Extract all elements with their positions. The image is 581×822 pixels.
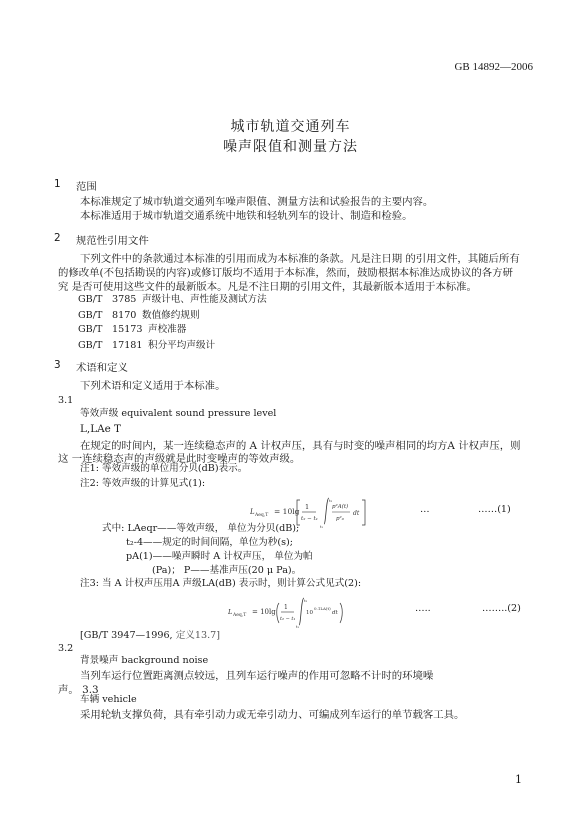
svg-text:10: 10	[306, 610, 313, 616]
term-3-1-symbol: L,LAe T	[80, 423, 121, 435]
svg-text:dt: dt	[353, 510, 360, 517]
section-2-title: 规范性引用文件	[76, 235, 149, 247]
page-number: 1	[515, 773, 522, 786]
svg-text:1: 1	[284, 604, 288, 611]
source-ref-clause: 定义13.7]	[175, 630, 220, 641]
term-3-2-def-line-2: 声。 3.3	[58, 684, 99, 696]
section-3-number: 3	[54, 359, 61, 371]
svg-text:1: 1	[305, 503, 310, 511]
term-3-1-def-line-2: 这 一连续稳态声的声级就是此时变噪声的等效声级。	[58, 453, 301, 465]
standard-number: GB 14892—2006	[454, 61, 533, 73]
svg-text:t₂ − t₁: t₂ − t₁	[301, 516, 318, 522]
term-3-3-def: 采用轮轨支撑负荷，具有牵引动力或无牵引动力、可编成列车运行的单节载客工具。	[80, 709, 465, 721]
term-3-1-number: 3.1	[58, 395, 74, 406]
section-1-number: 1	[54, 178, 61, 190]
note-3: 注3: 当 A 计权声压用A 声级LA(dB) 表示时，则计算公式见式(2):	[80, 578, 362, 589]
reference-name: 声校准器	[148, 324, 187, 335]
formula-2-number: ……..(2)	[482, 603, 521, 614]
formula-2-image	[228, 595, 358, 629]
where-line-2: t₂-4——规定的时间间隔，单位为秒(s);	[126, 537, 294, 548]
section-3-intro: 下列术语和定义适用于本标准。	[80, 380, 226, 392]
section-3-title: 术语和定义	[76, 362, 128, 374]
page-title-line1: 城市轨道交通列车	[230, 119, 351, 135]
reference-number: 17181	[112, 340, 143, 351]
term-3-3-title: 车辆 vehicle	[80, 694, 137, 705]
reference-code: GB/T	[78, 310, 103, 321]
term-3-2-number: 3.2	[58, 643, 74, 654]
where-line-4: (Pa)； P——基准声压(20 μ Pa)。	[152, 565, 302, 576]
svg-text:p²₀: p²₀	[336, 516, 344, 522]
reference-code: GB/T	[78, 324, 103, 335]
term-3-1-source-ref	[80, 630, 220, 642]
where-line-1: 式中: LAeqr——等效声级， 单位为分贝(dB);	[102, 523, 300, 534]
svg-text:dt: dt	[332, 610, 338, 616]
formula-2-dots: …..	[415, 603, 431, 614]
reference-number: 8170	[112, 310, 137, 321]
reference-number: 3785	[112, 294, 137, 305]
reference-row	[78, 340, 215, 352]
reference-name: 积分平均声级计	[148, 340, 216, 351]
source-ref-main: [GB/T 3947—1996,	[80, 630, 173, 641]
section-1-title: 范围	[76, 181, 97, 193]
term-3-2-def-line-1: 当列车运行位置距离测点较远，且列车运行噪声的作用可忽略不计时的环境噪	[80, 670, 434, 682]
term-3-2-title: 背景噪声 background noise	[80, 655, 209, 666]
reference-row	[78, 324, 186, 336]
page-title-line2: 噪声限值和测量方法	[223, 139, 358, 155]
reference-number: 15173	[112, 324, 143, 335]
svg-text:0.1LA(t): 0.1LA(t)	[314, 606, 331, 611]
section-2-para-line-3: 究 是否可使用这些文件的最新版本。凡是不注日期的引用文件，其最新版本适用于本标准。	[58, 281, 477, 293]
svg-text:p²A(t): p²A(t)	[332, 504, 349, 510]
note-2: 注2: 等效声级的计算见式(1):	[80, 478, 206, 489]
section-2-para-line-1: 下列文件中的条款通过本标准的引用而成为本标准的条款。凡是注日期 的引用文件，其随后所有	[80, 253, 520, 265]
reference-name: 声级计电、声性能及测试方法	[142, 294, 267, 305]
note-1: 注1: 等效声级的单位用分贝(dB)表示。	[80, 463, 248, 474]
svg-text:t₂ − t₁: t₂ − t₁	[280, 616, 296, 622]
section-1-para-1: 本标准规定了城市轨道交通列车噪声限值、测量方法和试验报告的主要内容。	[80, 196, 434, 208]
formula-1-dots: …	[420, 504, 430, 515]
svg-text:t₂: t₂	[329, 498, 333, 503]
reference-code: GB/T	[78, 340, 103, 351]
section-2-para-line-2: 的修改单(不包括勘误的内容)或修订版均不适用于本标准，然而，鼓励根据本标准达成协议的各方研	[58, 267, 513, 279]
svg-text:= 10lg: = 10lg	[274, 507, 300, 516]
section-2-number: 2	[54, 232, 61, 244]
svg-text:t₂: t₂	[304, 598, 308, 603]
svg-text:t₁: t₁	[320, 524, 324, 529]
reference-row	[78, 294, 267, 306]
svg-text:= 10lg: = 10lg	[252, 608, 276, 616]
svg-text:L: L	[228, 608, 233, 616]
reference-row	[78, 310, 200, 322]
section-1-para-2: 本标准适用于城市轨道交通系统中地铁和轻轨列车的设计、制造和检验。	[80, 210, 413, 222]
where-line-3: pA(1)——噪声瞬时 A 计权声压， 单位为帕	[126, 551, 313, 562]
svg-text:Aeq,T: Aeq,T	[255, 513, 269, 518]
svg-text:Aeq,T: Aeq,T	[233, 613, 247, 618]
svg-text:L: L	[250, 508, 255, 516]
reference-code: GB/T	[78, 294, 103, 305]
term-3-1-def-line-1: 在规定的时间内，某一连续稳态声的 A 计权声压，具有与时变的噪声相同的均方A 计权声压，则	[80, 440, 521, 452]
svg-text:t₁: t₁	[296, 624, 300, 629]
reference-name: 数值修约规则	[142, 310, 200, 321]
formula-1-number: ……(1)	[478, 504, 511, 515]
term-3-1-title: 等效声级 equivalent sound pressure level	[80, 408, 277, 419]
